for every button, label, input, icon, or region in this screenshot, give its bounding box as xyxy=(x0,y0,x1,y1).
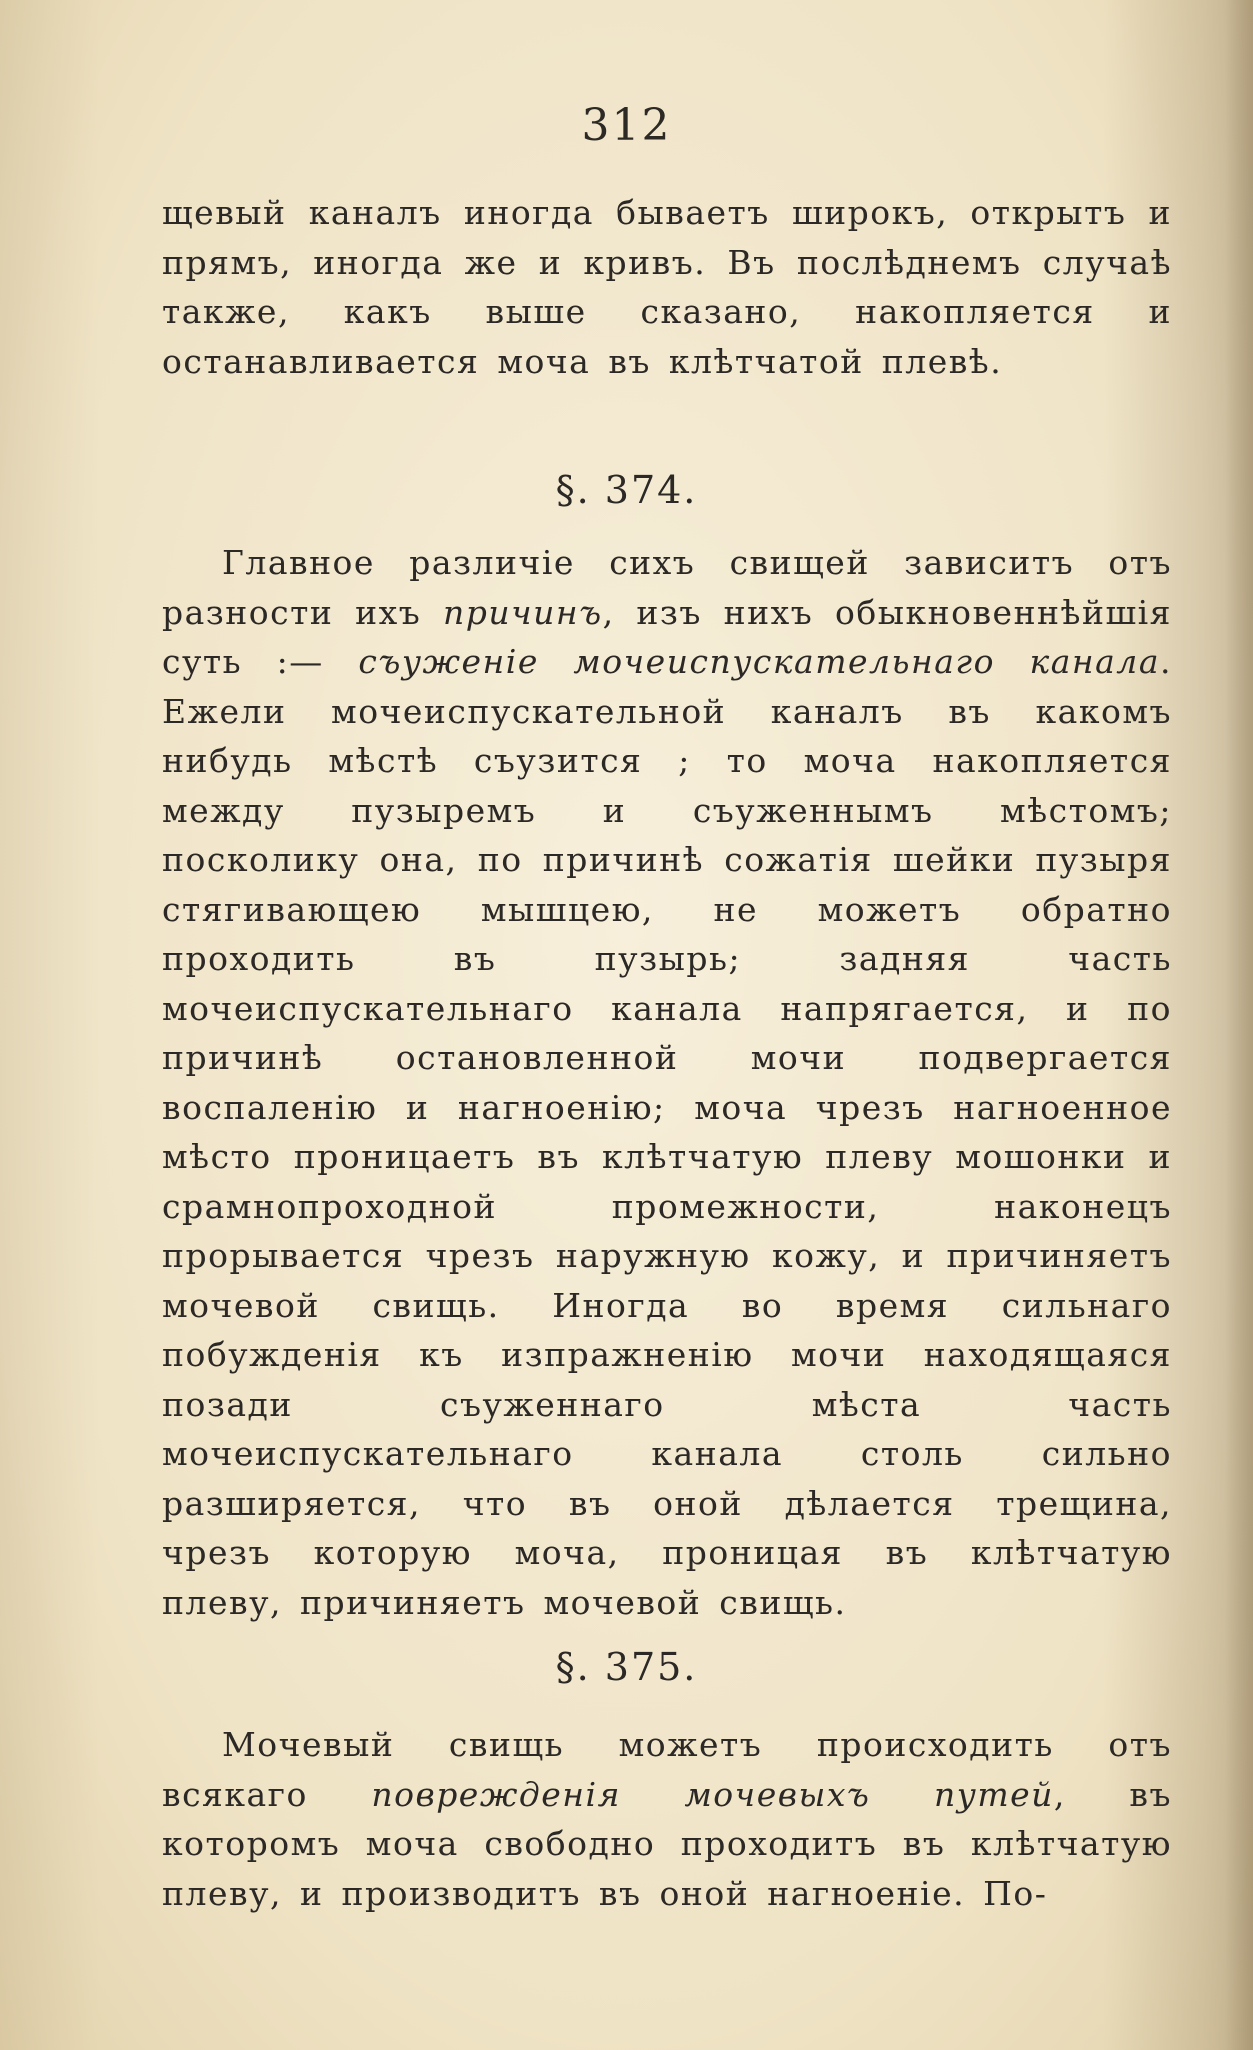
text-run: Мочевый свищь можетъ происходить отъ всякаго xyxy=(162,1725,1172,1814)
text-run: , изъ нихъ обыкновеннѣйшія суть :— xyxy=(162,592,1172,681)
section-heading-374: §. 374. xyxy=(555,468,698,512)
page-number: 312 xyxy=(581,100,672,151)
paragraph-374 xyxy=(162,538,1172,1627)
paragraph-375 xyxy=(162,1720,1172,1918)
italic-text-run: причинъ xyxy=(443,592,603,632)
italic-text-run: поврежденія мочевыхъ путей xyxy=(371,1774,1054,1814)
paragraph-continuation: щевый каналъ иногда бываетъ широкъ, открытъ и прямъ, иногда же и кривъ. Въ послѣднемъ случаѣ также, какъ выше сказано, накопляется и останавливается моча въ клѣтчатой плевѣ. xyxy=(162,193,1172,381)
text-run: . Ежели мочеиспускательной каналъ въ какомъ нибудь мѣстѣ съузится ; то моча накопляется между пузыремъ и съуженнымъ мѣстомъ; посколику она, по причинѣ сожатія шейки пузыря стягивающею мышцею, не можетъ обратно проходить въ пузырь; задняя часть мочеиспускательнаго канала напрягается, и по причинѣ остановленной мочи подвергается воспаленію и нагноенію; моча чрезъ нагноенное мѣсто проницаетъ въ клѣтчатую плеву мошонки и срамнопроходной промежности, наконецъ прорывается чрезъ наружную кожу, и причиняетъ мочевой свищь. Иногда во время сильнаго побужденія къ изпражненію мочи находящаяся позади съуженнаго мѣста часть мочеиспускательнаго канала столь сильно разширяется, что въ оной дѣлается трещина, чрезъ которую моча, проницая въ клѣтчатую плеву, причиняетъ мочевой свищь. xyxy=(162,642,1172,1622)
italic-text-run: съуженіе мочеиспускательнаго канала xyxy=(358,642,1160,681)
page-edge-shadow xyxy=(1225,0,1253,2050)
section-heading-375: §. 375. xyxy=(555,1645,698,1689)
text-run: , въ которомъ моча свободно проходитъ въ клѣтчатую плеву, и производитъ въ оной нагноеніе. По- xyxy=(162,1774,1172,1913)
text-run: Главное различіе сихъ свищей зависитъ отъ разности ихъ xyxy=(162,543,1172,632)
